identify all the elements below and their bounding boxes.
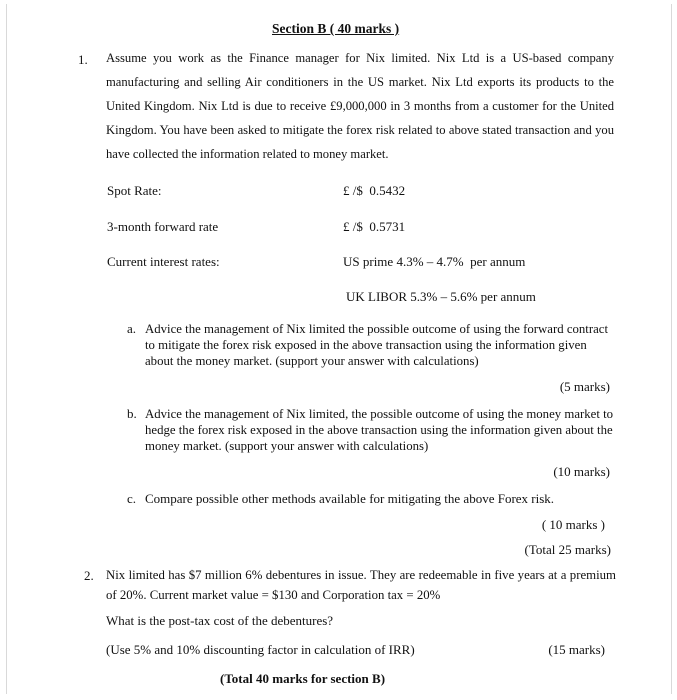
part-c-marks: ( 10 marks ) [541, 517, 605, 532]
q1-total: (Total 25 marks) [524, 542, 611, 557]
spot-rate-label: Spot Rate: [107, 183, 162, 198]
section-total: (Total 40 marks for section B) [220, 671, 386, 686]
q2-marks: (15 marks) [548, 642, 605, 657]
forward-rate-label: 3-month forward rate [107, 219, 219, 234]
part-b-marks: (10 marks) [553, 464, 610, 479]
us-prime-rate: US prime 4.3% – 4.7% per annum [343, 254, 526, 269]
q2-text: Nix limited has $7 million 6% debentures in issue. They are redeemable in five years at a premium of 20%. Current market value = $130 and Corporation tax = 20% [106, 568, 616, 602]
q2-hint: (Use 5% and 10% discounting factor in calculation of IRR) [106, 642, 415, 657]
spot-rate-value: £ /$ 0.5432 [343, 183, 406, 198]
q2-question: What is the post-tax cost of the debentures? [106, 613, 334, 628]
forward-rate-value: £ /$ 0.5731 [343, 219, 406, 234]
part-a-text: Advice the management of Nix limited the possible outcome of using the forward contract to mitigate the forex risk exposed in the above transaction using the information given about the money market. (support your answer with calculations) [145, 322, 609, 368]
part-b-text: Advice the management of Nix limited, the possible outcome of using the money market to hedge the forex risk exposed in the above transaction using the information given about the money market. (support your answer with calculations) [145, 407, 614, 453]
part-c-label: c. [127, 491, 137, 506]
q2-number: 2. [84, 568, 94, 583]
interest-rates-label: Current interest rates: [107, 254, 220, 269]
section-title: Section B ( 40 marks ) [272, 21, 400, 36]
part-c-text: Compare possible other methods available for mitigating the above Forex risk. [145, 491, 555, 506]
part-a-marks: (5 marks) [559, 379, 610, 394]
part-a-label: a. [127, 321, 137, 336]
q1-number: 1. [78, 52, 88, 67]
uk-libor-rate: UK LIBOR 5.3% – 5.6% per annum [346, 289, 536, 304]
part-b-label: b. [127, 406, 137, 421]
q1-intro: Assume you work as the Finance manager for Nix limited. Nix Ltd is a US-based company manufacturing and selling Air conditioners in the US market. Nix Ltd exports its products to the United Kingdom. Nix Ltd is due to receive £9,000,000 in 3 months from a customer for the United Kingdom. You have been asked to mitigate the forex risk related to above stated transaction and you have collected the information related to money market. [106, 51, 614, 161]
